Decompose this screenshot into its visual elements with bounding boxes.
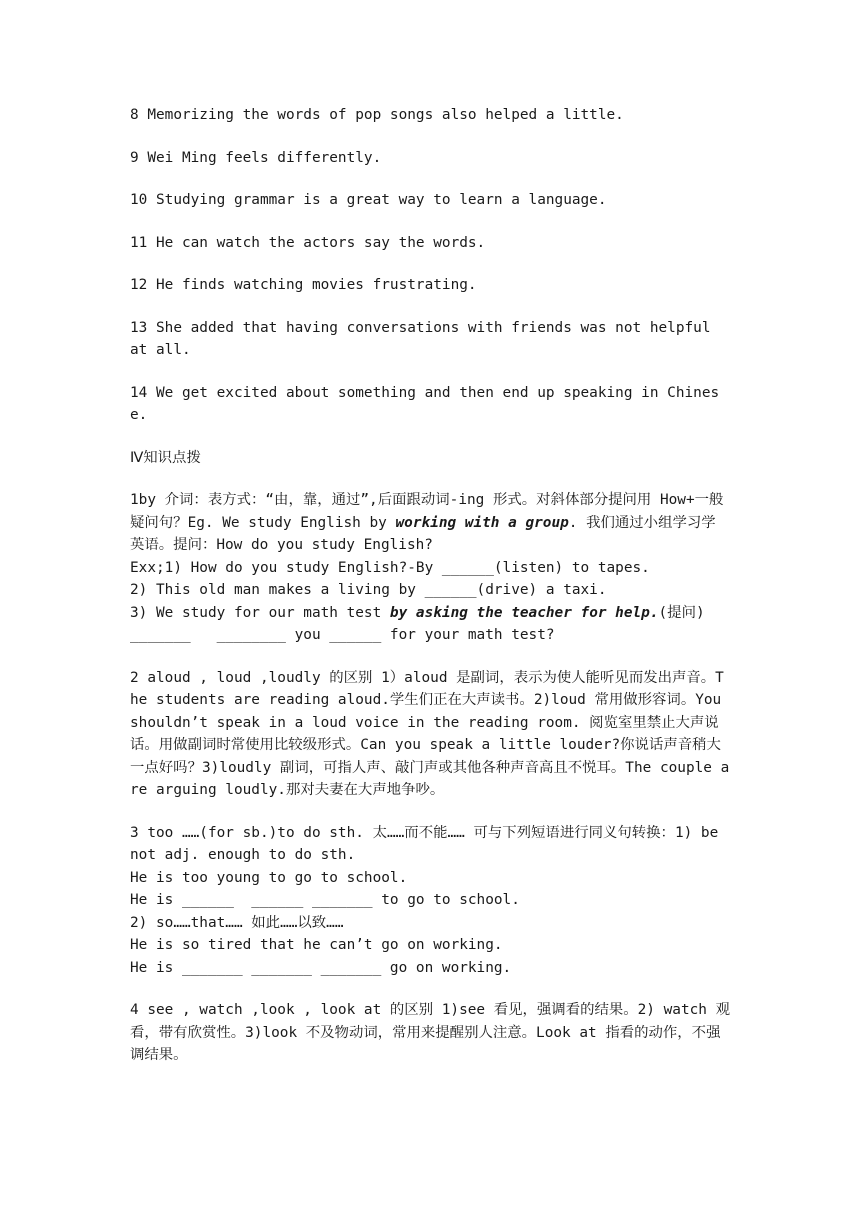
sentence-12: 12 He finds watching movies frustrating. bbox=[130, 277, 477, 293]
point-1-exercise-3-blanks: _______ ________ you ______ for your math test? bbox=[130, 627, 555, 643]
point-1-exercise-3-start: 3) We study for our math test bbox=[130, 604, 390, 621]
point-1-exercise-3 bbox=[130, 602, 730, 625]
point-3-line-5: He is _______ _______ _______ go on working. bbox=[130, 959, 512, 976]
sentence-13: 13 She added that having conversations with friends was not helpful at all. bbox=[130, 319, 711, 358]
point-3-line-4: He is so tired that he can’t go on working. bbox=[130, 937, 503, 953]
sentence-9: 9 Wei Ming feels differently. bbox=[130, 149, 382, 166]
document-body bbox=[130, 104, 730, 1087]
sentence-8: 8 Memorizing the words of pop songs also helped a little. bbox=[130, 107, 624, 123]
point-2: 2 aloud , loud ,loudly 的区别 1）aloud 是副词，表示为使人能听见而发出声音。The students are reading aloud.学生们正在大声读书。2)loud 常用做形容词。You shouldn’t speak in a loud voice in the reading room. 阅览室里禁止大声说话。用做副词时常使用比较级形式。Can you speak a little louder?你说话声音稍大一点好吗？3)loudly 副词，可指人声、敲门声或其他各种声音高且不悦耳。The couple are arguing loudly.那对夫妻在大声地争吵。 bbox=[130, 669, 730, 798]
point-1-intro-text: 1by 介词：表方式：“由，靠，通过”,后面跟动词-ing 形式。对斜体部分提问用 How+一般疑问句？Eg. We study English by bbox=[130, 492, 724, 531]
point-3 bbox=[130, 822, 730, 980]
point-4: 4 see , watch ,look , look at 的区别 1)see 看见，强调看的结果。2) watch 观看，带有欣赏性。3)look 不及物动词，常用来提醒别人注意。Look at 指看的动作，不强调结果。 bbox=[130, 1002, 731, 1063]
point-3-intro: 3 too ……(for sb.)to do sth. 太……而不能…… 可与下列短语进行同义句转换：1) be not adj. enough to do sth. bbox=[130, 824, 719, 863]
point-1 bbox=[130, 489, 730, 647]
point-1-exercise-3-end: (提问) bbox=[658, 604, 705, 621]
sentence-11: 11 He can watch the actors say the words. bbox=[130, 234, 486, 251]
point-1-exercise-2: 2) This old man makes a living by ______(drive) a taxi. bbox=[130, 582, 607, 598]
point-1-intro bbox=[130, 489, 730, 557]
sentence-14: 14 We get excited about something and then end up speaking in Chinese. bbox=[130, 384, 720, 423]
point-1-intro-italic: working with a group bbox=[395, 514, 569, 531]
point-3-line-1: He is too young to go to school. bbox=[130, 869, 408, 886]
point-1-exercise-3-italic: by asking the teacher for help. bbox=[389, 604, 659, 621]
section-heading: Ⅳ知识点拨 bbox=[130, 449, 201, 466]
point-1-exercise-1: Exx;1) How do you study English?-By ______(listen) to tapes. bbox=[130, 559, 650, 576]
point-3-line-3: 2) so……that…… 如此……以致…… bbox=[130, 914, 344, 931]
point-1-intro-end: . 我们通过小组学习学英语。提问：How do you study English? bbox=[130, 514, 716, 553]
sentence-10: 10 Studying grammar is a great way to learn a language. bbox=[130, 192, 607, 208]
point-3-line-2: He is ______ ______ _______ to go to school. bbox=[130, 892, 520, 908]
